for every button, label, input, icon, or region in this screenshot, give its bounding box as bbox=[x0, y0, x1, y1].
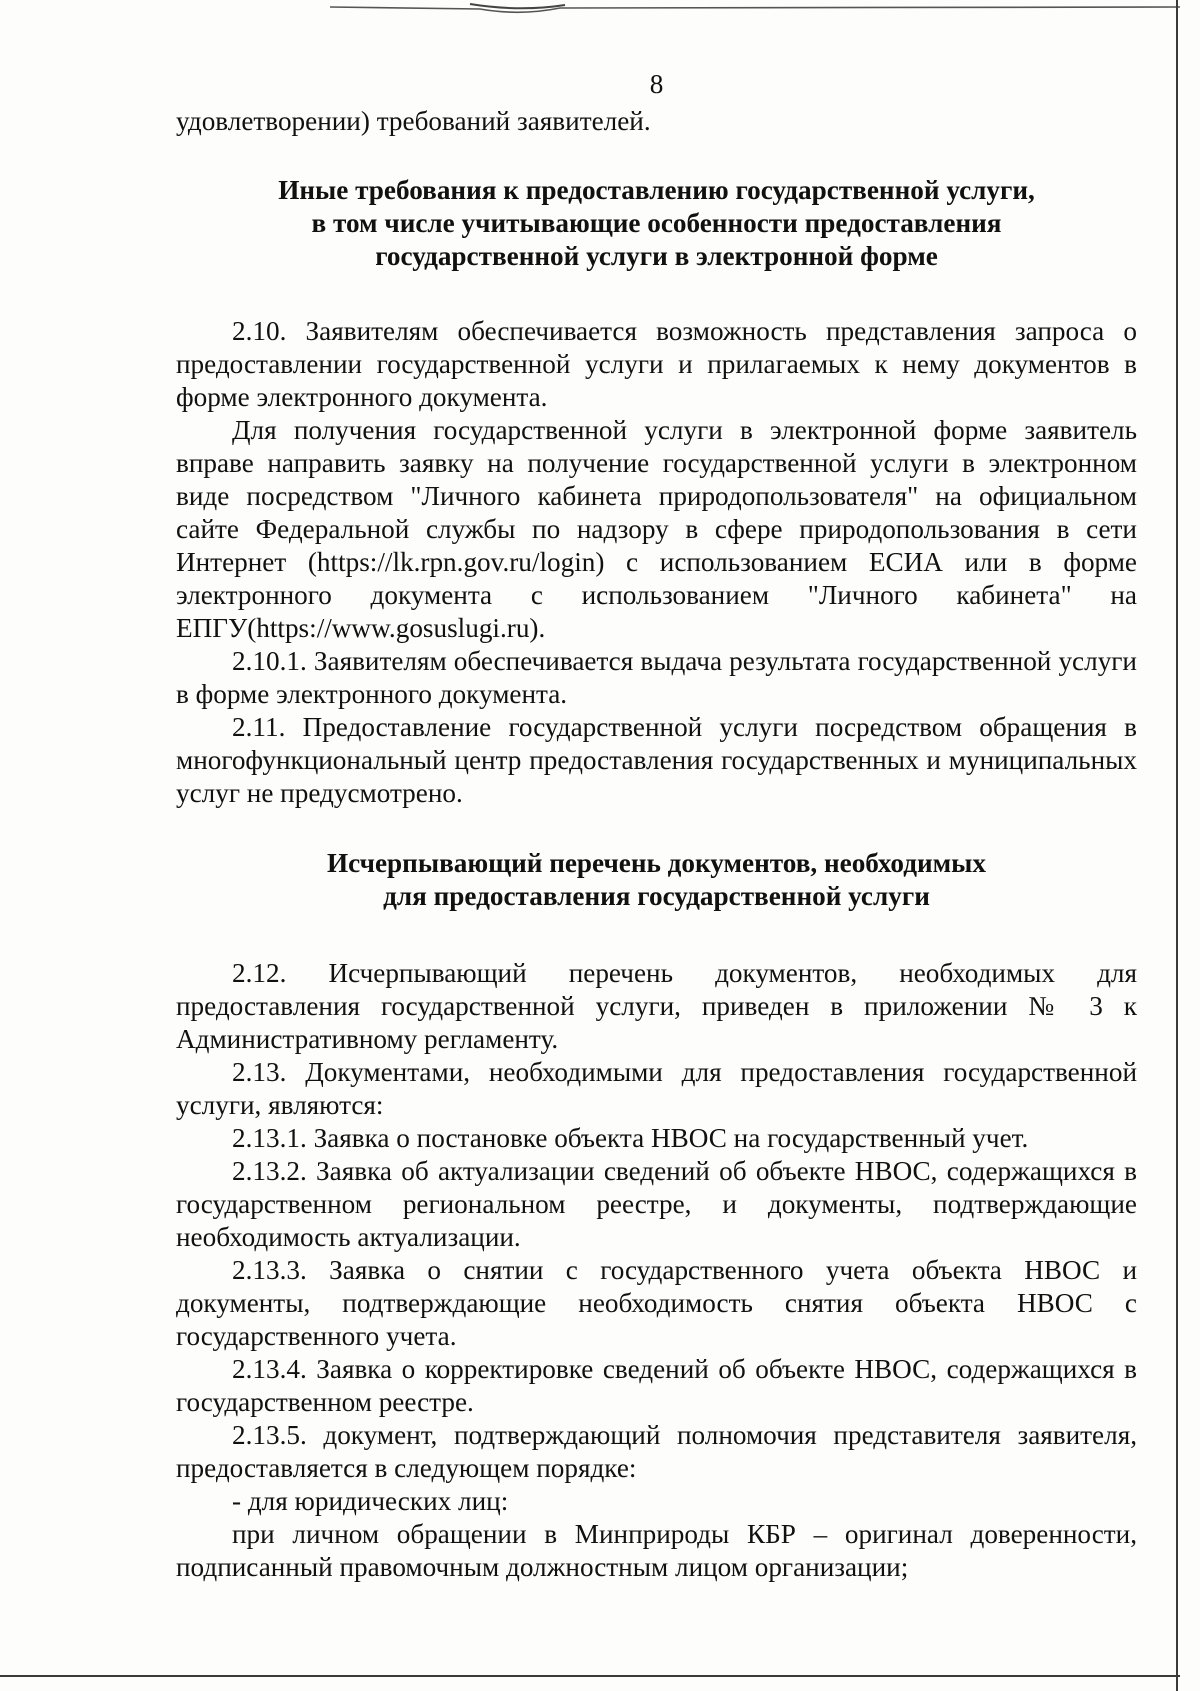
paragraph: Для получения государственной услуги в электронной форме заявитель вправе направить заявку на получение государственной услуги в электронном виде посредством "Личного кабинета природопользователя" на официальном сайте Федеральной службы по надзору в сфере природопользования в сети Интернет (https://lk.rpn.gov.ru/login) с использованием ЕСИА или в форме электронного документа с использованием "Личного кабинета" на ЕПГУ(https://www.gosuslugi.ru). bbox=[176, 415, 1137, 643]
scan-right-edge bbox=[1176, 0, 1178, 1691]
paragraph: 2.13. Документами, необходимыми для предоставления государственной услуги, являются: bbox=[176, 1057, 1137, 1120]
paragraph: 2.12. Исчерпывающий перечень документов, необходимых для предоставления государственной услуги, приведен в приложении № 3 к Административному регламенту. bbox=[176, 958, 1137, 1054]
section2-heading bbox=[176, 847, 1137, 913]
paragraph: 2.10. Заявителям обеспечивается возможность представления запроса о предоставлении государственной услуги и прилагаемых к нему документов в форме электронного документа. bbox=[176, 316, 1137, 412]
heading-line: в том числе учитывающие особенности предоставления bbox=[311, 208, 1002, 238]
paragraph: 2.11. Предоставление государственной услуги посредством обращения в многофункциональный центр предоставления государственных и муниципальных услуг не предусмотрено. bbox=[176, 712, 1137, 808]
heading-line: Иные требования к предоставлению государственной услуги, bbox=[278, 175, 1035, 205]
section1-heading bbox=[176, 174, 1137, 273]
scan-bottom-edge bbox=[0, 1675, 1180, 1677]
paragraph: при личном обращении в Минприроды КБР – оригинал доверенности, подписанный правомочным должностным лицом организации; bbox=[176, 1519, 1137, 1582]
intro-line: удовлетворении) требований заявителей. bbox=[176, 106, 651, 136]
document-body bbox=[176, 68, 1137, 1584]
paragraph: 2.13.3. Заявка о снятии с государственного учета объекта НВОС и документы, подтверждающие необходимость снятия объекта НВОС с государственного учета. bbox=[176, 1255, 1137, 1351]
scan-top-edge bbox=[0, 0, 1200, 20]
page-number: 8 bbox=[649, 69, 664, 99]
paragraph: 2.10.1. Заявителям обеспечивается выдача результата государственной услуги в форме электронного документа. bbox=[176, 646, 1137, 709]
heading-line: Исчерпывающий перечень документов, необходимых bbox=[326, 848, 986, 878]
paragraph: 2.13.4. Заявка о корректировке сведений об объекте НВОС, содержащихся в государственном реестре. bbox=[176, 1354, 1137, 1417]
heading-line: государственной услуги в электронной форме bbox=[375, 241, 938, 271]
paragraph: 2.13.1. Заявка о постановке объекта НВОС на государственный учет. bbox=[232, 1123, 1029, 1153]
paragraph: 2.13.5. документ, подтверждающий полномочия представителя заявителя, предоставляется в следующем порядке: bbox=[176, 1420, 1137, 1483]
heading-line: для предоставления государственной услуги bbox=[383, 881, 930, 911]
paragraph: 2.13.2. Заявка об актуализации сведений об объекте НВОС, содержащихся в государственном региональном реестре, и документы, подтверждающие необходимость актуализации. bbox=[176, 1156, 1137, 1252]
list-item: - для юридических лиц: bbox=[232, 1486, 509, 1516]
